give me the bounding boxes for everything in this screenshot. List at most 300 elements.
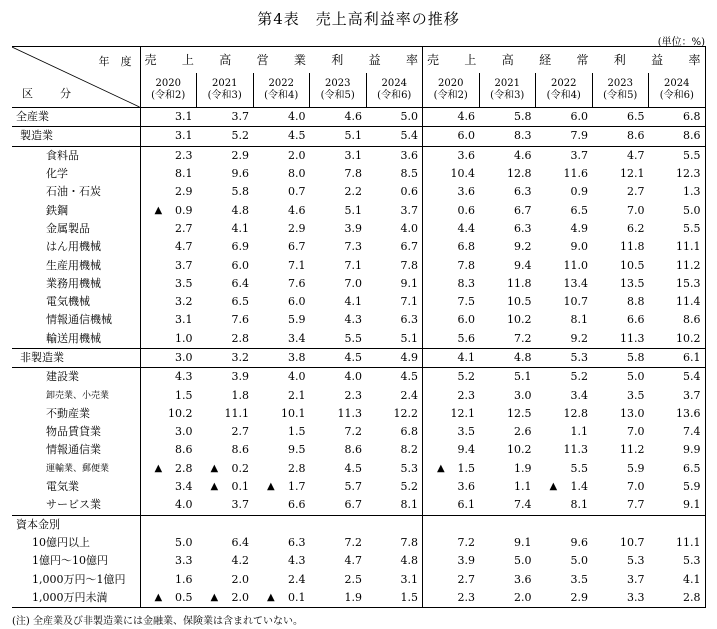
value-cell: 7.2 bbox=[514, 331, 532, 345]
header-era: (令和6) bbox=[659, 90, 694, 101]
value-cell: 8.6 bbox=[649, 311, 706, 329]
table-row bbox=[12, 256, 705, 274]
header-year: 2021 bbox=[212, 78, 238, 89]
table-row bbox=[12, 311, 705, 329]
header-year: 2023 bbox=[607, 78, 633, 89]
value-cell: 3.4 bbox=[288, 331, 306, 345]
value-cell: 4.1 bbox=[344, 295, 362, 309]
value-cell: 3.6 bbox=[514, 572, 532, 586]
table-row bbox=[12, 496, 705, 515]
value-cell: 5.5 bbox=[344, 331, 362, 345]
table-row bbox=[12, 570, 705, 588]
header-era: (令和4) bbox=[264, 90, 299, 101]
value-cell bbox=[366, 515, 423, 534]
header-era: (令和5) bbox=[603, 90, 638, 101]
row-label: 10億円以上 bbox=[12, 534, 140, 552]
table-row bbox=[12, 220, 705, 238]
value-cell: 2.5 bbox=[344, 572, 362, 586]
value-cell: 3.1 bbox=[310, 146, 367, 165]
value-cell: ▲ 1.7 bbox=[253, 478, 310, 496]
value-cell: 3.7 bbox=[536, 146, 593, 165]
value-cell: 7.8 bbox=[366, 256, 423, 274]
value-cell: 5.0 bbox=[592, 368, 649, 387]
profit-ratio-table bbox=[12, 46, 706, 608]
header-year: 2020 bbox=[438, 78, 464, 89]
header-year-cell bbox=[140, 73, 197, 108]
row-label: 電気機械 bbox=[12, 293, 140, 311]
value-cell: 13.0 bbox=[620, 406, 645, 420]
value-cell: 6.4 bbox=[231, 276, 249, 290]
value-cell: 7.8 bbox=[344, 167, 362, 181]
table-row bbox=[12, 238, 705, 256]
value-cell: 4.6 bbox=[288, 203, 306, 217]
value-cell: 0.7 bbox=[288, 185, 306, 199]
row-label: 1,000万円～1億円 bbox=[12, 570, 140, 588]
value-cell: 5.4 bbox=[649, 368, 706, 387]
negative-marker-icon: ▲ bbox=[549, 481, 558, 493]
value-cell: 8.6 bbox=[231, 443, 249, 457]
value-cell: 5.1 bbox=[366, 330, 423, 349]
value-cell: 7.2 bbox=[344, 535, 362, 549]
row-label: 食料品 bbox=[12, 146, 140, 165]
value-cell: 5.0 bbox=[570, 554, 589, 568]
value-cell: 8.1 bbox=[366, 496, 423, 515]
value-cell: 2.1 bbox=[288, 388, 306, 402]
value-cell: 3.7 bbox=[197, 108, 254, 127]
negative-marker-icon: ▲ bbox=[210, 481, 219, 493]
header-year-cell bbox=[366, 73, 423, 108]
value-cell: 9.1 bbox=[514, 535, 532, 549]
value-cell: 9.4 bbox=[457, 443, 476, 457]
table-row bbox=[12, 108, 705, 127]
table-row bbox=[12, 201, 705, 219]
header-year-cell bbox=[197, 73, 254, 108]
value-cell: 4.2 bbox=[231, 554, 249, 568]
value-cell: 1.5 bbox=[288, 425, 306, 439]
value-cell: 11.1 bbox=[649, 238, 706, 256]
value-cell: 2.9 bbox=[197, 146, 254, 165]
value-cell: 6.1 bbox=[457, 498, 476, 512]
header-category-label: 区 分 bbox=[22, 87, 79, 100]
value-cell: 2.6 bbox=[514, 425, 532, 439]
value-cell: 9.1 bbox=[366, 275, 423, 293]
value-cell: 6.7 bbox=[514, 203, 532, 217]
value-cell: 3.6 bbox=[457, 185, 476, 199]
value-cell: 6.7 bbox=[288, 240, 306, 254]
value-cell: 11.4 bbox=[649, 293, 706, 311]
value-cell: 13.4 bbox=[563, 276, 589, 290]
value-cell: 1.8 bbox=[231, 388, 249, 402]
value-cell: 2.3 bbox=[344, 388, 362, 402]
table-row bbox=[12, 330, 705, 349]
value-cell: 6.8 bbox=[649, 108, 706, 127]
value-cell: 11.6 bbox=[563, 167, 589, 181]
value-cell: 6.0 bbox=[536, 108, 593, 127]
value-cell: 12.1 bbox=[450, 406, 476, 420]
value-cell: 3.1 bbox=[175, 313, 193, 327]
value-cell: 3.6 bbox=[423, 146, 480, 165]
header-era: (令和2) bbox=[151, 90, 186, 101]
header-era: (令和4) bbox=[546, 90, 581, 101]
row-label: 生産用機械 bbox=[12, 256, 140, 274]
value-cell: 9.5 bbox=[288, 443, 306, 457]
row-label: 全産業 bbox=[12, 108, 140, 127]
row-label: 業務用機械 bbox=[12, 275, 140, 293]
value-cell: 10.2 bbox=[649, 330, 706, 349]
value-cell: 3.1 bbox=[140, 108, 197, 127]
table-row bbox=[12, 368, 705, 387]
value-cell bbox=[423, 515, 480, 534]
value-cell: 5.9 bbox=[288, 313, 306, 327]
value-cell: 3.5 bbox=[175, 276, 193, 290]
value-cell: 7.0 bbox=[344, 276, 362, 290]
value-cell: 2.8 bbox=[649, 589, 706, 608]
header-year: 2022 bbox=[268, 78, 294, 89]
value-cell: 9.1 bbox=[649, 496, 706, 515]
value-cell: 6.3 bbox=[514, 221, 532, 235]
negative-marker-icon: ▲ bbox=[154, 462, 163, 474]
value-cell: 2.0 bbox=[253, 146, 310, 165]
value-cell: ▲ 0.5 bbox=[140, 589, 197, 608]
value-cell: 1.9 bbox=[310, 589, 367, 608]
value-cell: 8.0 bbox=[288, 167, 306, 181]
value-cell: 3.7 bbox=[175, 258, 193, 272]
row-label: 運輸業、郵便業 bbox=[12, 460, 140, 478]
value-cell: 4.3 bbox=[344, 313, 362, 327]
row-label: 鉄鋼 bbox=[12, 201, 140, 219]
value-cell: 5.5 bbox=[570, 461, 589, 475]
value-cell: 5.0 bbox=[175, 535, 193, 549]
value-cell: 3.4 bbox=[570, 388, 589, 402]
value-cell: 3.7 bbox=[627, 572, 645, 586]
value-cell: 7.7 bbox=[627, 498, 645, 512]
header-year-cell bbox=[479, 73, 536, 108]
header-year: 2024 bbox=[664, 78, 690, 89]
value-cell: 3.0 bbox=[175, 425, 193, 439]
value-cell: 10.5 bbox=[620, 258, 645, 272]
value-cell: 3.3 bbox=[592, 589, 649, 608]
value-cell: 2.4 bbox=[288, 572, 306, 586]
header-operating-margin: 売上高営業利益率 bbox=[140, 47, 423, 74]
value-cell: 8.6 bbox=[175, 443, 193, 457]
row-label: 1,000万円未満 bbox=[12, 589, 140, 608]
value-cell: 2.8 bbox=[288, 461, 306, 475]
row-label: 石油・石炭 bbox=[12, 183, 140, 201]
row-label: サービス業 bbox=[12, 496, 140, 515]
value-cell: 6.2 bbox=[627, 221, 645, 235]
header-year: 2021 bbox=[494, 78, 520, 89]
value-cell: 4.6 bbox=[423, 108, 480, 127]
value-cell: 5.1 bbox=[310, 127, 367, 146]
value-cell: 12.1 bbox=[620, 167, 645, 181]
value-cell: 8.6 bbox=[592, 127, 649, 146]
row-label: 非製造業 bbox=[12, 348, 140, 367]
value-cell: 3.6 bbox=[457, 480, 476, 494]
value-cell: 5.1 bbox=[479, 368, 536, 387]
value-cell: 6.5 bbox=[231, 295, 249, 309]
value-cell: 7.1 bbox=[344, 258, 362, 272]
value-cell: 5.2 bbox=[366, 478, 423, 496]
value-cell: 12.3 bbox=[649, 165, 706, 183]
value-cell: 3.8 bbox=[253, 348, 310, 367]
value-cell: 5.8 bbox=[479, 108, 536, 127]
table-row bbox=[12, 275, 705, 293]
value-cell: 11.3 bbox=[563, 443, 589, 457]
value-cell: 5.3 bbox=[536, 348, 593, 367]
value-cell: 8.3 bbox=[479, 127, 536, 146]
header-year-cell bbox=[592, 73, 649, 108]
header-year-cell bbox=[649, 73, 706, 108]
value-cell: 7.4 bbox=[514, 498, 532, 512]
table-row bbox=[12, 293, 705, 311]
value-cell: 1.0 bbox=[175, 331, 193, 345]
value-cell: 6.5 bbox=[570, 203, 589, 217]
header-year: 2024 bbox=[381, 78, 407, 89]
value-cell: 12.8 bbox=[563, 406, 589, 420]
value-cell: 3.9 bbox=[197, 368, 254, 387]
value-cell bbox=[140, 515, 197, 534]
value-cell: ▲ 0.9 bbox=[140, 201, 197, 219]
value-cell: 7.8 bbox=[366, 534, 423, 552]
header-era: (令和5) bbox=[320, 90, 355, 101]
value-cell: 5.4 bbox=[366, 127, 423, 146]
value-cell: 7.6 bbox=[288, 276, 306, 290]
header-era: (令和3) bbox=[207, 90, 242, 101]
value-cell: 1.3 bbox=[649, 183, 706, 201]
value-cell: 5.3 bbox=[366, 460, 423, 478]
row-label: 不動産業 bbox=[12, 405, 140, 423]
value-cell bbox=[253, 515, 310, 534]
value-cell: 12.8 bbox=[507, 167, 532, 181]
value-cell: 10.7 bbox=[620, 535, 645, 549]
table-row bbox=[12, 183, 705, 201]
value-cell: 3.1 bbox=[140, 127, 197, 146]
value-cell: 4.6 bbox=[310, 108, 367, 127]
row-label: 輸送用機械 bbox=[12, 330, 140, 349]
negative-marker-icon: ▲ bbox=[437, 462, 445, 474]
header-year-cell bbox=[310, 73, 367, 108]
value-cell: 1.5 bbox=[175, 388, 193, 402]
value-cell: 6.9 bbox=[231, 240, 249, 254]
header-year: 2023 bbox=[325, 78, 351, 89]
negative-marker-icon: ▲ bbox=[210, 462, 219, 474]
value-cell: 1.6 bbox=[175, 572, 193, 586]
value-cell: 4.7 bbox=[175, 240, 193, 254]
value-cell: 4.7 bbox=[592, 146, 649, 165]
negative-marker-icon: ▲ bbox=[267, 591, 275, 603]
table-row bbox=[12, 478, 705, 496]
value-cell: 6.6 bbox=[288, 498, 306, 512]
value-cell bbox=[536, 515, 593, 534]
value-cell: 7.5 bbox=[457, 295, 476, 309]
value-cell: 7.4 bbox=[649, 423, 706, 441]
value-cell bbox=[592, 515, 649, 534]
value-cell: 2.7 bbox=[231, 425, 249, 439]
value-cell: ▲ 0.1 bbox=[253, 589, 310, 608]
value-cell: 0.6 bbox=[366, 183, 423, 201]
value-cell: 2.9 bbox=[288, 221, 306, 235]
value-cell: 9.0 bbox=[570, 240, 589, 254]
value-cell: 4.0 bbox=[253, 368, 310, 387]
value-cell: 10.2 bbox=[507, 313, 532, 327]
value-cell: 4.5 bbox=[253, 127, 310, 146]
row-label: 建設業 bbox=[12, 368, 140, 387]
value-cell: 4.0 bbox=[253, 108, 310, 127]
value-cell: 4.5 bbox=[310, 348, 367, 367]
value-cell: 4.1 bbox=[231, 221, 249, 235]
header-ordinary-margin: 売上高経常利益率 bbox=[423, 47, 706, 74]
value-cell: 4.8 bbox=[479, 348, 536, 367]
value-cell: 3.9 bbox=[457, 554, 476, 568]
value-cell: ▲ 1.5 bbox=[423, 460, 480, 478]
header-corner-cell bbox=[12, 47, 140, 108]
value-cell: 10.1 bbox=[281, 406, 306, 420]
value-cell: 11.1 bbox=[649, 534, 706, 552]
row-label: 化学 bbox=[12, 165, 140, 183]
negative-marker-icon: ▲ bbox=[267, 481, 275, 493]
value-cell: 4.1 bbox=[649, 570, 706, 588]
value-cell: 3.7 bbox=[649, 386, 706, 404]
value-cell bbox=[649, 515, 706, 534]
value-cell: 6.7 bbox=[366, 238, 423, 256]
value-cell: 11.2 bbox=[620, 443, 645, 457]
value-cell: 5.8 bbox=[231, 185, 249, 199]
table-row bbox=[12, 165, 705, 183]
value-cell: 6.6 bbox=[627, 313, 645, 327]
value-cell: 2.7 bbox=[627, 185, 645, 199]
value-cell: 5.9 bbox=[627, 461, 645, 475]
row-label: はん用機械 bbox=[12, 238, 140, 256]
table-row bbox=[12, 589, 705, 608]
value-cell: 10.5 bbox=[507, 295, 532, 309]
value-cell: 8.1 bbox=[175, 167, 193, 181]
value-cell: 11.0 bbox=[563, 258, 589, 272]
value-cell: 15.3 bbox=[649, 275, 706, 293]
value-cell: 7.0 bbox=[627, 425, 645, 439]
value-cell: 12.5 bbox=[507, 406, 532, 420]
value-cell: 11.8 bbox=[620, 240, 645, 254]
value-cell: 3.0 bbox=[514, 388, 532, 402]
value-cell: 5.5 bbox=[649, 146, 706, 165]
value-cell: 11.1 bbox=[224, 406, 249, 420]
value-cell: 7.0 bbox=[627, 480, 645, 494]
value-cell: 7.8 bbox=[457, 258, 476, 272]
value-cell: 5.1 bbox=[344, 203, 362, 217]
value-cell: 2.3 bbox=[140, 146, 197, 165]
table-row bbox=[12, 405, 705, 423]
value-cell: 2.0 bbox=[231, 572, 249, 586]
table-row bbox=[12, 460, 705, 478]
header-year-cell bbox=[253, 73, 310, 108]
row-label: 製造業 bbox=[12, 127, 140, 146]
value-cell: 9.2 bbox=[514, 240, 532, 254]
value-cell: 11.8 bbox=[507, 276, 532, 290]
value-cell: 1.5 bbox=[366, 589, 423, 608]
value-cell: 5.2 bbox=[423, 368, 480, 387]
table-title: 第4表 売上高利益率の推移 bbox=[257, 10, 460, 28]
value-cell: 5.0 bbox=[649, 201, 706, 219]
value-cell: 8.8 bbox=[627, 295, 645, 309]
value-cell: ▲ 1.4 bbox=[536, 478, 593, 496]
table-row bbox=[12, 552, 705, 570]
value-cell: 6.5 bbox=[649, 460, 706, 478]
value-cell: 6.4 bbox=[231, 535, 249, 549]
value-cell: 1.1 bbox=[514, 480, 532, 494]
value-cell: 3.2 bbox=[197, 348, 254, 367]
row-label: 卸売業、小売業 bbox=[12, 386, 140, 404]
value-cell: 10.7 bbox=[563, 295, 589, 309]
value-cell: 2.3 bbox=[457, 388, 476, 402]
value-cell: 11.3 bbox=[337, 406, 362, 420]
value-cell: 1.1 bbox=[570, 425, 589, 439]
value-cell: 5.2 bbox=[536, 368, 593, 387]
value-cell: 13.5 bbox=[620, 276, 645, 290]
value-cell bbox=[197, 515, 254, 534]
value-cell: 1.9 bbox=[514, 461, 532, 475]
value-cell: 5.5 bbox=[649, 220, 706, 238]
value-cell: 4.0 bbox=[366, 220, 423, 238]
header-era: (令和3) bbox=[490, 90, 525, 101]
footnote: (注) 全産業及び非製造業には金融業、保険業は含まれていない。 bbox=[12, 616, 303, 627]
unit-label: (単位：%) bbox=[657, 37, 705, 48]
value-cell: 6.1 bbox=[649, 348, 706, 367]
value-cell: 6.8 bbox=[457, 240, 476, 254]
value-cell: 6.3 bbox=[288, 535, 306, 549]
value-cell: 5.3 bbox=[649, 552, 706, 570]
row-label: 資本金別 bbox=[12, 515, 140, 534]
value-cell: 4.9 bbox=[366, 348, 423, 367]
value-cell: 11.2 bbox=[649, 256, 706, 274]
value-cell: 2.4 bbox=[366, 386, 423, 404]
value-cell: 4.8 bbox=[366, 552, 423, 570]
value-cell: 4.4 bbox=[457, 221, 476, 235]
header-year: 2020 bbox=[155, 78, 181, 89]
value-cell: 4.0 bbox=[175, 498, 193, 512]
value-cell: 3.5 bbox=[627, 388, 645, 402]
value-cell: 12.2 bbox=[366, 405, 423, 423]
value-cell bbox=[310, 515, 367, 534]
value-cell: 2.2 bbox=[344, 185, 362, 199]
header-year-cell bbox=[423, 73, 480, 108]
table-row bbox=[12, 441, 705, 459]
value-cell: 5.8 bbox=[592, 348, 649, 367]
value-cell: 4.6 bbox=[479, 146, 536, 165]
value-cell: 3.4 bbox=[175, 480, 193, 494]
header-era: (令和2) bbox=[433, 90, 468, 101]
table-row bbox=[12, 515, 705, 534]
table-row bbox=[12, 386, 705, 404]
value-cell: 3.7 bbox=[366, 201, 423, 219]
value-cell: 9.4 bbox=[514, 258, 532, 272]
value-cell: 7.9 bbox=[536, 127, 593, 146]
value-cell: 5.6 bbox=[457, 331, 476, 345]
value-cell: 3.0 bbox=[140, 348, 197, 367]
value-cell: 8.6 bbox=[344, 443, 362, 457]
value-cell: ▲ 2.0 bbox=[197, 589, 254, 608]
value-cell: 10.2 bbox=[168, 406, 193, 420]
header-year-label: 年 度 bbox=[98, 55, 132, 68]
value-cell: 5.7 bbox=[344, 480, 362, 494]
negative-marker-icon: ▲ bbox=[154, 204, 163, 216]
value-cell: 0.9 bbox=[570, 185, 589, 199]
value-cell: 6.7 bbox=[344, 498, 362, 512]
value-cell: 4.5 bbox=[344, 461, 362, 475]
value-cell: 2.0 bbox=[479, 589, 536, 608]
header-year: 2022 bbox=[551, 78, 577, 89]
table-row bbox=[12, 534, 705, 552]
value-cell: 7.6 bbox=[231, 313, 249, 327]
value-cell: 7.1 bbox=[366, 293, 423, 311]
